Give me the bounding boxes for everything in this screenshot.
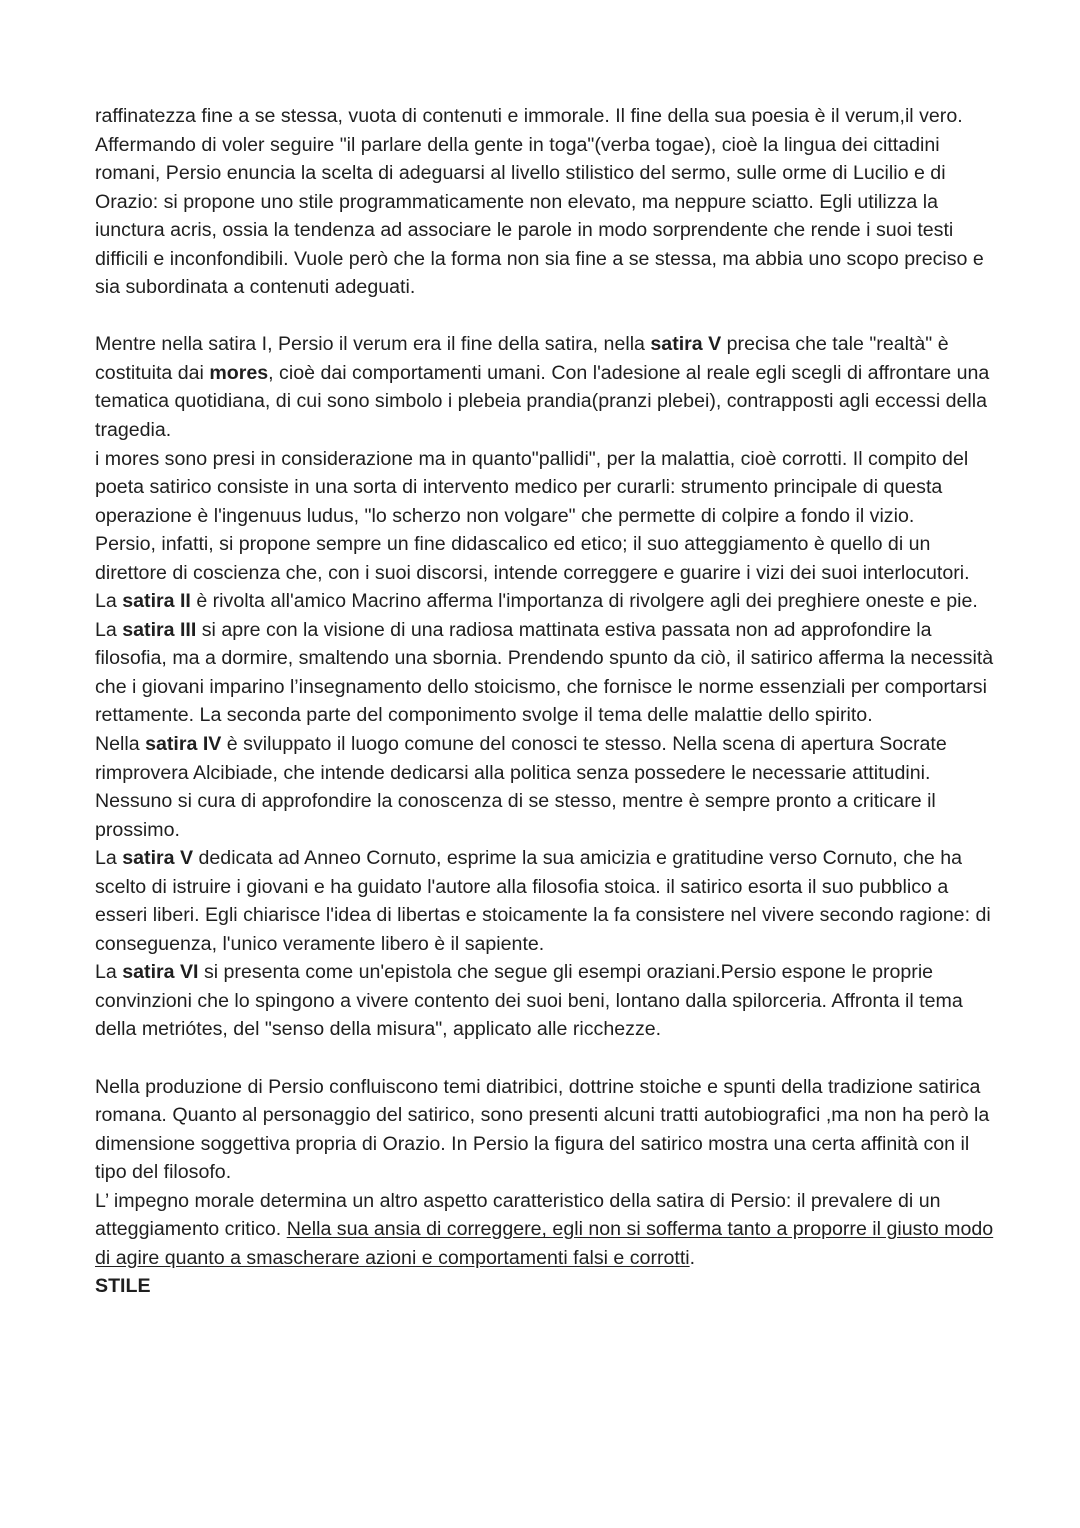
- paragraph-7-text-1: La: [95, 618, 123, 641]
- paragraph-10-text-2: si presenta come un'epistola che segue gli esempi oraziani.Persio espone le proprie convinzioni che lo spingono a vivere contento dei suoi beni, lontano dalla spilorceria. Affronta il tema della metriótes, del "senso della misura", applicato alle ricchezze.: [95, 961, 963, 1041]
- paragraph-10: [95, 958, 995, 1044]
- satira-ii-bold: satira II: [122, 590, 191, 613]
- satira-iv-bold: satira IV: [145, 732, 222, 755]
- paragraph-6-text-1: La: [95, 590, 123, 613]
- mores-bold: mores: [209, 361, 269, 384]
- paragraph-12-text-1: L’ impegno morale determina un altro aspetto caratteristico della satira di Persio: il prevalere di un atteggiamento critico.: [95, 1189, 941, 1241]
- heading-stile-bold: STILE: [95, 1275, 151, 1298]
- paragraph-6: [95, 587, 995, 616]
- paragraph-8-text-1: Nella: [95, 732, 146, 755]
- underlined-sentence: Nella sua ansia di correggere, egli non si sofferma tanto a proporre il giusto modo di agire quanto a smascherare azioni e comportamenti falsi e corrotti: [95, 1218, 994, 1269]
- paragraph-9: [95, 844, 995, 958]
- paragraph-11: Nella produzione di Persio confluiscono temi diatribici, dottrine stoiche e spunti della tradizione satirica romana. Quanto al personaggio del satirico, sono presenti alcuni tratti autobiografici ,ma non ha però la dimensione soggettiva propria di Orazio. In Persio la figura del satirico mostra una certa affinità con il tipo del filosofo.: [95, 1075, 990, 1184]
- paragraph-3-text-3: , cioè dai comportamenti umani. Con l'adesione al reale egli scegli di affrontare una tematica quotidiana, di cui sono simbolo i plebeia prandia(pranzi plebei), contrapposti agli eccessi della tragedia.: [95, 361, 990, 441]
- paragraph-6-text-2: è rivolta all'amico Macrino afferma l'importanza di rivolgere agli dei preghiere oneste e pie.: [190, 590, 978, 613]
- paragraph-8: [95, 730, 995, 844]
- document-body: [95, 102, 995, 1301]
- paragraph-8-text-2: è sviluppato il luogo comune del conosci te stesso. Nella scena di apertura Socrate rimprovera Alcibiade, che intende dedicarsi alla politica senza possedere le necessarie attitudini. Nessuno si cura di approfondire la conoscenza di se stesso, mentre è sempre pronto a criticare il prossimo.: [95, 732, 947, 841]
- paragraph-3: [95, 330, 995, 444]
- section-heading-stile: [95, 1272, 995, 1301]
- paragraph-5: Persio, infatti, si propone sempre un fine didascalico ed etico; il suo atteggiamento è quello di un direttore di coscienza che, con i suoi discorsi, intende correggere e guarire i vizi dei suoi interlocutori.: [95, 533, 970, 584]
- paragraph-3-text-2: precisa che tale "realtà" è costituita dai: [95, 333, 949, 384]
- paragraph-7-text-2: si apre con la visione di una radiosa mattinata estiva passata non ad approfondire la filosofia, ma a dormire, smaltendo una sbornia. Prendendo spunto da ciò, il satirico afferma la necessità che i giovani imparino l’insegnamento dello stoicismo, che fornisce le norme essenziali per comportarsi rettamente. La seconda parte del componimento svolge il tema delle malattie dello spirito.: [95, 618, 994, 727]
- paragraph-10-text-1: La: [95, 961, 123, 984]
- paragraph-1: raffinatezza fine a se stessa, vuota di contenuti e immorale. Il fine della sua poesia è il verum,il vero.: [95, 105, 963, 127]
- paragraph-9-text-2: dedicata ad Anneo Cornuto, esprime la sua amicizia e gratitudine verso Cornuto, che ha scelto di istruire i giovani e ha guidato l'autore alla filosofia stoica. il satirico esorta il suo pubblico a esseri liberi. Egli chiarisce l'idea di libertas e stoicamente la fa consistere nel vivere secondo ragione: di conseguenza, l'unico veramente libero è il sapiente.: [95, 847, 991, 955]
- paragraph-12-text-2: .: [689, 1246, 696, 1269]
- paragraph-3-text-1: Mentre nella satira I, Persio il verum era il fine della satira, nella: [95, 333, 651, 356]
- paragraph-2: Affermando di voler seguire "il parlare della gente in toga"(verba togae), cioè la lingua dei cittadini romani, Persio enuncia la scelta di adeguarsi al livello stilistico del sermo, sulle orme di Lucilio e di Orazio: si propone uno stile programmaticamente non elevato, ma neppure sciatto. Egli utilizza la iunctura acris, ossia la tendenza ad associare le parole in modo sorprendente che rende i suoi testi difficili e inconfondibili. Vuole però che la forma non sia fine a se stessa, ma abbia uno scopo preciso e sia subordinata a contenuti adeguati.: [95, 133, 984, 299]
- satira-vi-bold: satira VI: [122, 961, 199, 984]
- satira-v-bold-2: satira V: [122, 847, 194, 870]
- paragraph-9-text-1: La: [95, 847, 123, 870]
- paragraph-12: [95, 1187, 995, 1273]
- satira-iii-bold: satira III: [122, 618, 197, 641]
- paragraph-7: [95, 616, 995, 730]
- paragraph-4: i mores sono presi in considerazione ma in quanto"pallidi", per la malattia, cioè corrotti. Il compito del poeta satirico consiste in una sorta di intervento medico per curarli: strumento principale di questa operazione è l'ingenuus ludus, "lo scherzo non volgare" che permette di colpire a fondo il vizio.: [95, 447, 969, 527]
- satira-v-bold: satira V: [650, 333, 722, 356]
